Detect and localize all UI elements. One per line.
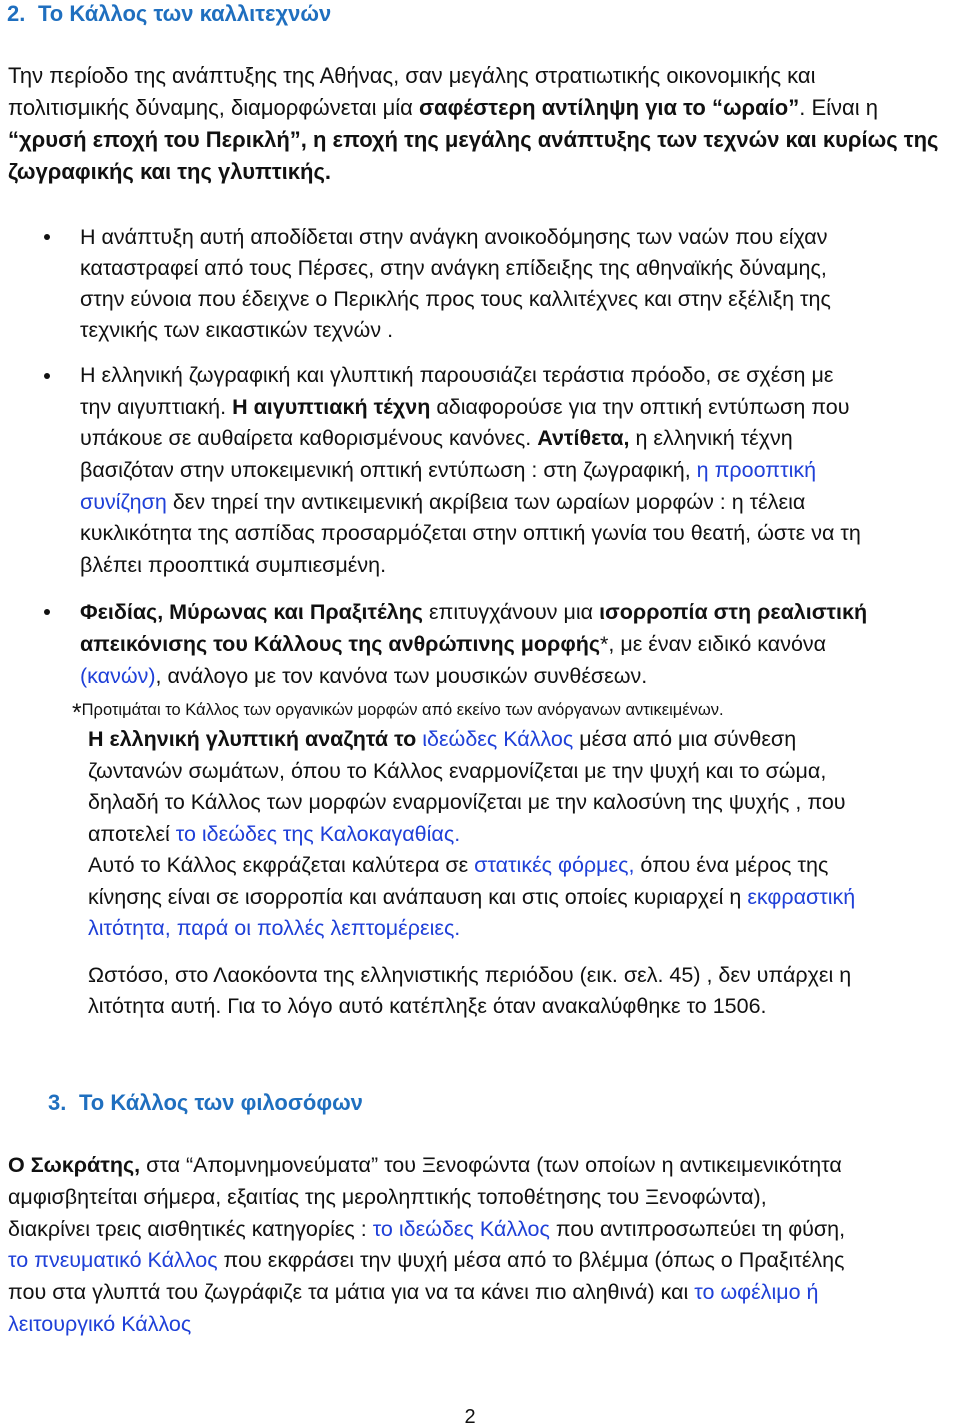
- footnote-text: Προτιμάται το Κάλλος των οργανικών μορφών από εκείνο των ανόργανων αντικειμένων.: [81, 701, 724, 719]
- paragraph-line: λιτότητα, παρά οι πολλές λεπτομέρειες.: [88, 916, 461, 940]
- text-segment: που στα γλυπτά του ζωγράφιζε τα μάτια για να τα κάνει πιο αληθινά) και: [8, 1280, 695, 1305]
- blue-text: το ωφέλιμο ή: [694, 1280, 819, 1305]
- bullet-item: [80, 360, 958, 582]
- bold-text: σαφέστερη αντίληψη για το “ωραίο”: [419, 95, 800, 120]
- page-number: 2: [464, 1406, 476, 1428]
- socrates-paragraph: [8, 1150, 958, 1341]
- text-segment: όπου ένα μέρος της: [634, 853, 829, 877]
- paragraph-line: [88, 850, 958, 882]
- paragraph-line: δηλαδή το Κάλλος των μορφών εναρμονίζεται με την καλοσύνη της ψυχής , που: [88, 790, 846, 815]
- footnote-line: [72, 696, 958, 727]
- blue-text: η προοπτική: [696, 458, 817, 483]
- paragraph-line: [88, 819, 958, 851]
- bold-text: Αντίθετα,: [537, 426, 630, 451]
- bold-text: Φειδίας, Μύρωνας και Πραξιτέλης: [80, 600, 423, 624]
- blue-text: (κανών): [80, 664, 156, 688]
- paragraph-line: “χρυσή εποχή του Περικλή”, η εποχή της μεγάλης ανάπτυξης των τεχνών και κυρίως της: [8, 127, 939, 152]
- text-segment: την αιγυπτιακή.: [80, 394, 233, 419]
- bullet-text-line: Η ανάπτυξη αυτή αποδίδεται στην ανάγκη ανοικοδόμησης των ναών που είχαν: [80, 225, 828, 249]
- paragraph-line: λιτότητα αυτή. Για το λόγο αυτό κατέπληξε όταν ανακαλύφθηκε το 1506.: [88, 994, 767, 1018]
- text-segment: πολιτισμικής δύναμης, διαμορφώνεται μία: [8, 95, 419, 120]
- bullet-text-line: βλέπει προοπτικά συμπιεσμένη.: [80, 553, 387, 578]
- bullet-text-line: στην εύνοια που έδειχνε ο Περικλής προς τους καλλιτέχνες και στην εξέλιξη της: [80, 287, 831, 311]
- text-segment: δεν τηρεί την αντικειμενική ακρίβεια των ωραίων μορφών : η τέλεια: [166, 489, 806, 514]
- paragraph-line: ζωγραφικής και της γλυπτικής.: [8, 159, 332, 184]
- text-segment: αποτελεί: [88, 822, 176, 847]
- text-segment: που εκφράσει την ψυχή μέσα από το βλέμμα (όπως ο Πραξιτέλης: [217, 1248, 845, 1273]
- static-forms-paragraph: [88, 850, 958, 945]
- bullet-text-line: τεχνικής των εικαστικών τεχνών .: [80, 318, 394, 342]
- text-segment: *, με έναν ειδικό κανόνα: [600, 632, 827, 656]
- paragraph-line: [8, 1245, 958, 1277]
- blue-text: στατικές φόρμες,: [474, 853, 635, 877]
- text-segment: , ανάλογο με τον κανόνα των μουσικών συνθέσεων.: [155, 664, 648, 688]
- text-segment: διακρίνει τρεις αισθητικές κατηγορίες :: [8, 1216, 373, 1241]
- section-number: 2.: [7, 1, 26, 26]
- bullet-text-line: [80, 392, 958, 424]
- text-segment: που αντιπροσωπεύει τη φύση,: [549, 1216, 846, 1241]
- paragraph-line: [8, 92, 958, 124]
- paragraph-line: ζωντανών σωμάτων, όπου το Κάλλος εναρμονίζεται με την ψυχή και το σώμα,: [88, 758, 827, 783]
- bold-text: ισορροπία στη ρεαλιστική: [599, 600, 868, 624]
- blue-text: το πνευματικό Κάλλος: [8, 1248, 218, 1273]
- section-number: 3.: [48, 1090, 67, 1115]
- bullet-text-line: [80, 423, 958, 455]
- text-segment: Αυτό το Κάλλος εκφράζεται καλύτερα σε: [88, 853, 475, 877]
- bullet-icon: [44, 609, 50, 615]
- bullet-text-line: καταστραφεί από τους Πέρσες, στην ανάγκη επίδειξης της αθηναϊκής δύναμης,: [80, 256, 827, 280]
- sculpture-paragraph: [88, 724, 958, 851]
- intro-paragraph: [8, 60, 958, 188]
- paragraph-line: Την περίοδο της ανάπτυξης της Αθήνας, σαν μεγάλης στρατιωτικής οικονομικής και: [8, 63, 816, 88]
- text-segment: στα “Απομνημονεύματα” του Ξενοφώντα (των οποίων η αντικειμενικότητα: [140, 1153, 842, 1177]
- bullet-text-line: Η ελληνική ζωγραφική και γλυπτική παρουσιάζει τεράστια πρόοδο, σε σχέση με: [80, 363, 834, 387]
- paragraph-line: λειτουργικό Κάλλος: [8, 1311, 192, 1336]
- bullet-item: [80, 596, 958, 692]
- bullet-text-line: [80, 455, 958, 487]
- text-segment: κίνησης είναι σε ισορροπία και ανάπαυση και στις οποίες κυριαρχεί η: [88, 884, 748, 909]
- section-3-heading: [48, 1091, 363, 1115]
- text-segment: επιτυγχάνουν μια: [423, 600, 600, 624]
- paragraph-line: αμφισβητείται σήμερα, εξαιτίας της μεροληπτικής τοποθέτησης του Ξενοφώντα),: [8, 1184, 767, 1209]
- paragraph-line: [88, 724, 958, 756]
- bullet-text-line: [80, 487, 958, 519]
- bullet-item: [80, 222, 958, 346]
- paragraph-line: [88, 882, 958, 914]
- text-segment: υπάκουε σε αυθαίρετα καθορισμένους κανόνες.: [80, 426, 538, 451]
- text-segment: η ελληνική τέχνη: [629, 426, 793, 451]
- text-segment: αδιαφορούσε για την οπτική εντύπωση που: [430, 394, 850, 419]
- text-segment: βασιζόταν στην υποκειμενική οπτική εντύπωση : στη ζωγραφική,: [80, 458, 697, 483]
- bullet-text-line: κυκλικότητα της ασπίδας προσαρμόζεται στην οπτική γωνία του θεατή, ώστε να τη: [80, 521, 861, 546]
- blue-text: το ιδεώδες της Καλοκαγαθίας.: [175, 822, 461, 847]
- paragraph-line: [8, 1277, 958, 1309]
- bullet-text-line: [80, 660, 958, 692]
- bold-text: Η ελληνική γλυπτική αναζητά το: [88, 727, 423, 751]
- bullet-text-line: [80, 628, 958, 660]
- paragraph-line: [8, 1150, 958, 1182]
- section-title: Το Κάλλος των καλλιτεχνών: [38, 1, 332, 26]
- bold-text: Ο Σωκράτης,: [8, 1153, 141, 1177]
- laocoon-paragraph: [88, 960, 958, 1022]
- text-segment: . Είναι η: [799, 95, 878, 120]
- paragraph-line: Ωστόσο, στο Λαοκόοντα της ελληνιστικής περιόδου (εικ. σελ. 45) , δεν υπάρχει η: [88, 963, 852, 987]
- section-2-heading: [7, 2, 331, 26]
- blue-text: ιδεώδες Κάλλος: [422, 727, 574, 751]
- footnote-marker: *: [72, 700, 82, 727]
- paragraph-line: [8, 1214, 958, 1246]
- bullet-icon: [44, 373, 50, 379]
- blue-text: εκφραστική: [747, 884, 856, 909]
- bullet-icon: [44, 234, 50, 240]
- blue-text: συνίζηση: [80, 489, 167, 514]
- bullet-text-line: [80, 596, 958, 628]
- blue-text: το ιδεώδες Κάλλος: [372, 1216, 550, 1241]
- bold-text: Η αιγυπτιακή τέχνη: [232, 394, 431, 419]
- footnote: [72, 696, 958, 727]
- bold-text: απεικόνισης του Κάλλους της ανθρώπινης μορφής: [80, 632, 601, 656]
- text-segment: μέσα από μια σύνθεση: [573, 727, 797, 751]
- section-title: Το Κάλλος των φιλοσόφων: [79, 1090, 363, 1115]
